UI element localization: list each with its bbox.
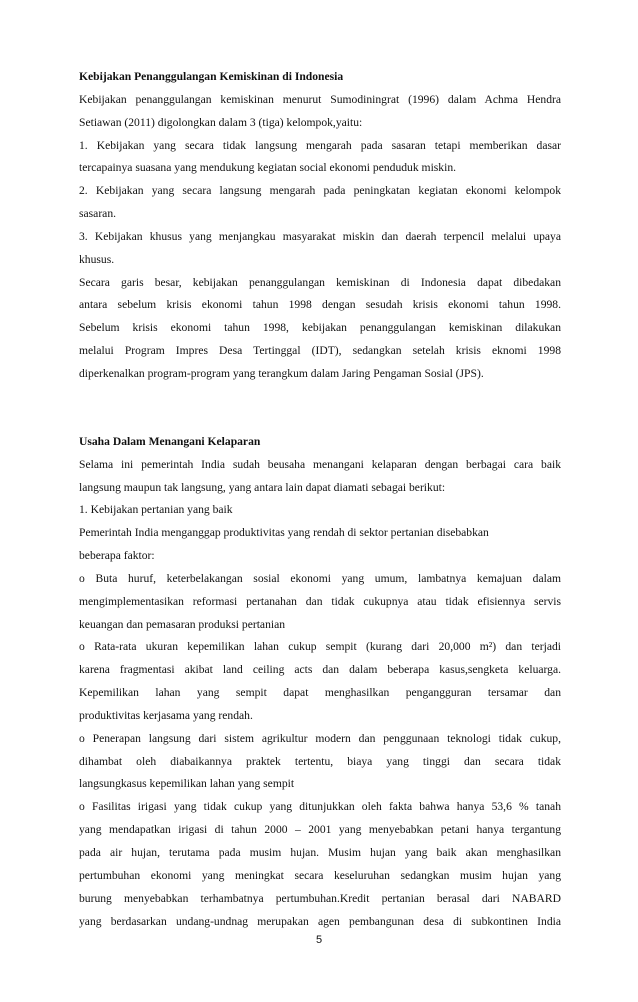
paragraph-line: langsung maupun tak langsung, yang antara lain dapat diamati sebagai berikut: (79, 480, 446, 494)
paragraph-line: mengimplementasikan reformasi pertanahan dan tidak cukupnya atau tidak efisiennya servis (79, 594, 561, 608)
paragraph-line: Sebelum krisis ekonomi tahun 1998, kebijakan penanggulangan kemiskinan dilakukan (79, 321, 561, 335)
paragraph-line: Pemerintah India menganggap produktivitas yang rendah di sektor pertanian disebabkan (79, 526, 489, 540)
paragraph-line: 3. Kebijakan khusus yang menjangkau masyarakat miskin dan daerah terpencil melalui upaya (79, 229, 561, 243)
paragraph-line: pada air hujan, terutama pada musim hujan. Musim hujan yang baik akan menghasilkan (79, 846, 561, 859)
paragraph-line: Setiawan (2011) digolongkan dalam 3 (tiga) kelompok,yaitu: (79, 115, 363, 129)
paragraph-line: khusus. (79, 252, 115, 266)
paragraph-line: langsungkasus kepemilikan lahan yang sempit (79, 777, 295, 791)
paragraph-line: produktivitas kerjasama yang rendah. (79, 708, 253, 722)
paragraph-line: diperkenalkan program-program yang terangkum dalam Jaring Pengaman Sosial (JPS). (79, 366, 484, 380)
bullet-line: o Rata-rata ukuran kepemilikan lahan cukup sempit (kurang dari 20,000 m²) dan terjadi (79, 640, 561, 654)
paragraph-line: Secara garis besar, kebijakan penanggulangan kemiskinan di Indonesia dapat dibedakan (79, 275, 561, 289)
paragraph-line: melalui Program Impres Desa Tertinggal (IDT), sedangkan setelah krisis eknomi 1998 (79, 344, 561, 358)
document-page (79, 66, 561, 933)
paragraph-line: yang berdasarkan undang-undnag merupakan agen pembangunan desa di subkontinen India (79, 914, 561, 928)
paragraph-line: Kebijakan penanggulangan kemiskinan menurut Sumodiningrat (1996) dalam Achma Hendra (79, 92, 561, 106)
paragraph-line: antara sebelum krisis ekonomi tahun 1998 dengan sesudah krisis ekonomi tahun 1998. (79, 298, 561, 312)
paragraph-line: Kepemilikan lahan yang sempit dapat menghasilkan pengangguran tersamar dan (79, 686, 561, 700)
paragraph-line: 1. Kebijakan yang secara tidak langsung mengarah pada sasaran tetapi memberikan dasar (79, 138, 561, 152)
bullet-line: o Fasilitas irigasi yang tidak cukup yang ditunjukkan oleh fakta bahwa hanya 53,6 % tanah (79, 800, 561, 814)
paragraph-line: 1. Kebijakan pertanian yang baik (79, 503, 233, 517)
paragraph-line: burung menyebabkan terhambatnya pertumbuhan.Kredit pertanian berasal dari NABARD (79, 891, 561, 905)
page-number: 5 (315, 934, 323, 946)
paragraph-line: dihambat oleh diabaikannya praktek tertentu, biaya yang tinggi dan secara tidak (79, 754, 561, 768)
bullet-line: o Penerapan langsung dari sistem agrikultur modern dan penggunaan teknologi tidak cukup, (79, 731, 561, 745)
paragraph-line: sasaran. (79, 207, 117, 221)
paragraph-line: yang mendapatkan irigasi di tahun 2000 – 2001 yang menyebabkan petani hanya tergantung (79, 823, 561, 837)
paragraph-line: Selama ini pemerintah India sudah beusaha menangani kelaparan dengan berbagai cara baik (79, 457, 561, 471)
paragraph-line: pertumbuhan ekonomi yang meningkat secara keseluruhan sedangkan musim hujan yang (79, 868, 561, 882)
paragraph-line: tercapainya suasana yang mendukung kegiatan social ekonomi penduduk miskin. (79, 161, 457, 175)
paragraph-line: 2. Kebijakan yang secara langsung mengarah pada peningkatan kegiatan ekonomi kelompok (79, 184, 561, 198)
section-spacer (79, 386, 561, 431)
bullet-line: o Buta huruf, keterbelakangan sosial ekonomi yang umum, lambatnya kemajuan dalam (79, 571, 561, 585)
section-heading-kelaparan: Usaha Dalam Menangani Kelaparan (79, 434, 261, 448)
paragraph-line: keuangan dan pemasaran produksi pertanian (79, 617, 286, 631)
paragraph-line: beberapa faktor: (79, 549, 155, 563)
section-heading-kebijakan: Kebijakan Penanggulangan Kemiskinan di Indonesia (79, 70, 344, 83)
paragraph-line: karena fragmentasi akibat land ceiling acts dan dalam beberapa kasus,sengketa keluarga. (79, 663, 561, 677)
